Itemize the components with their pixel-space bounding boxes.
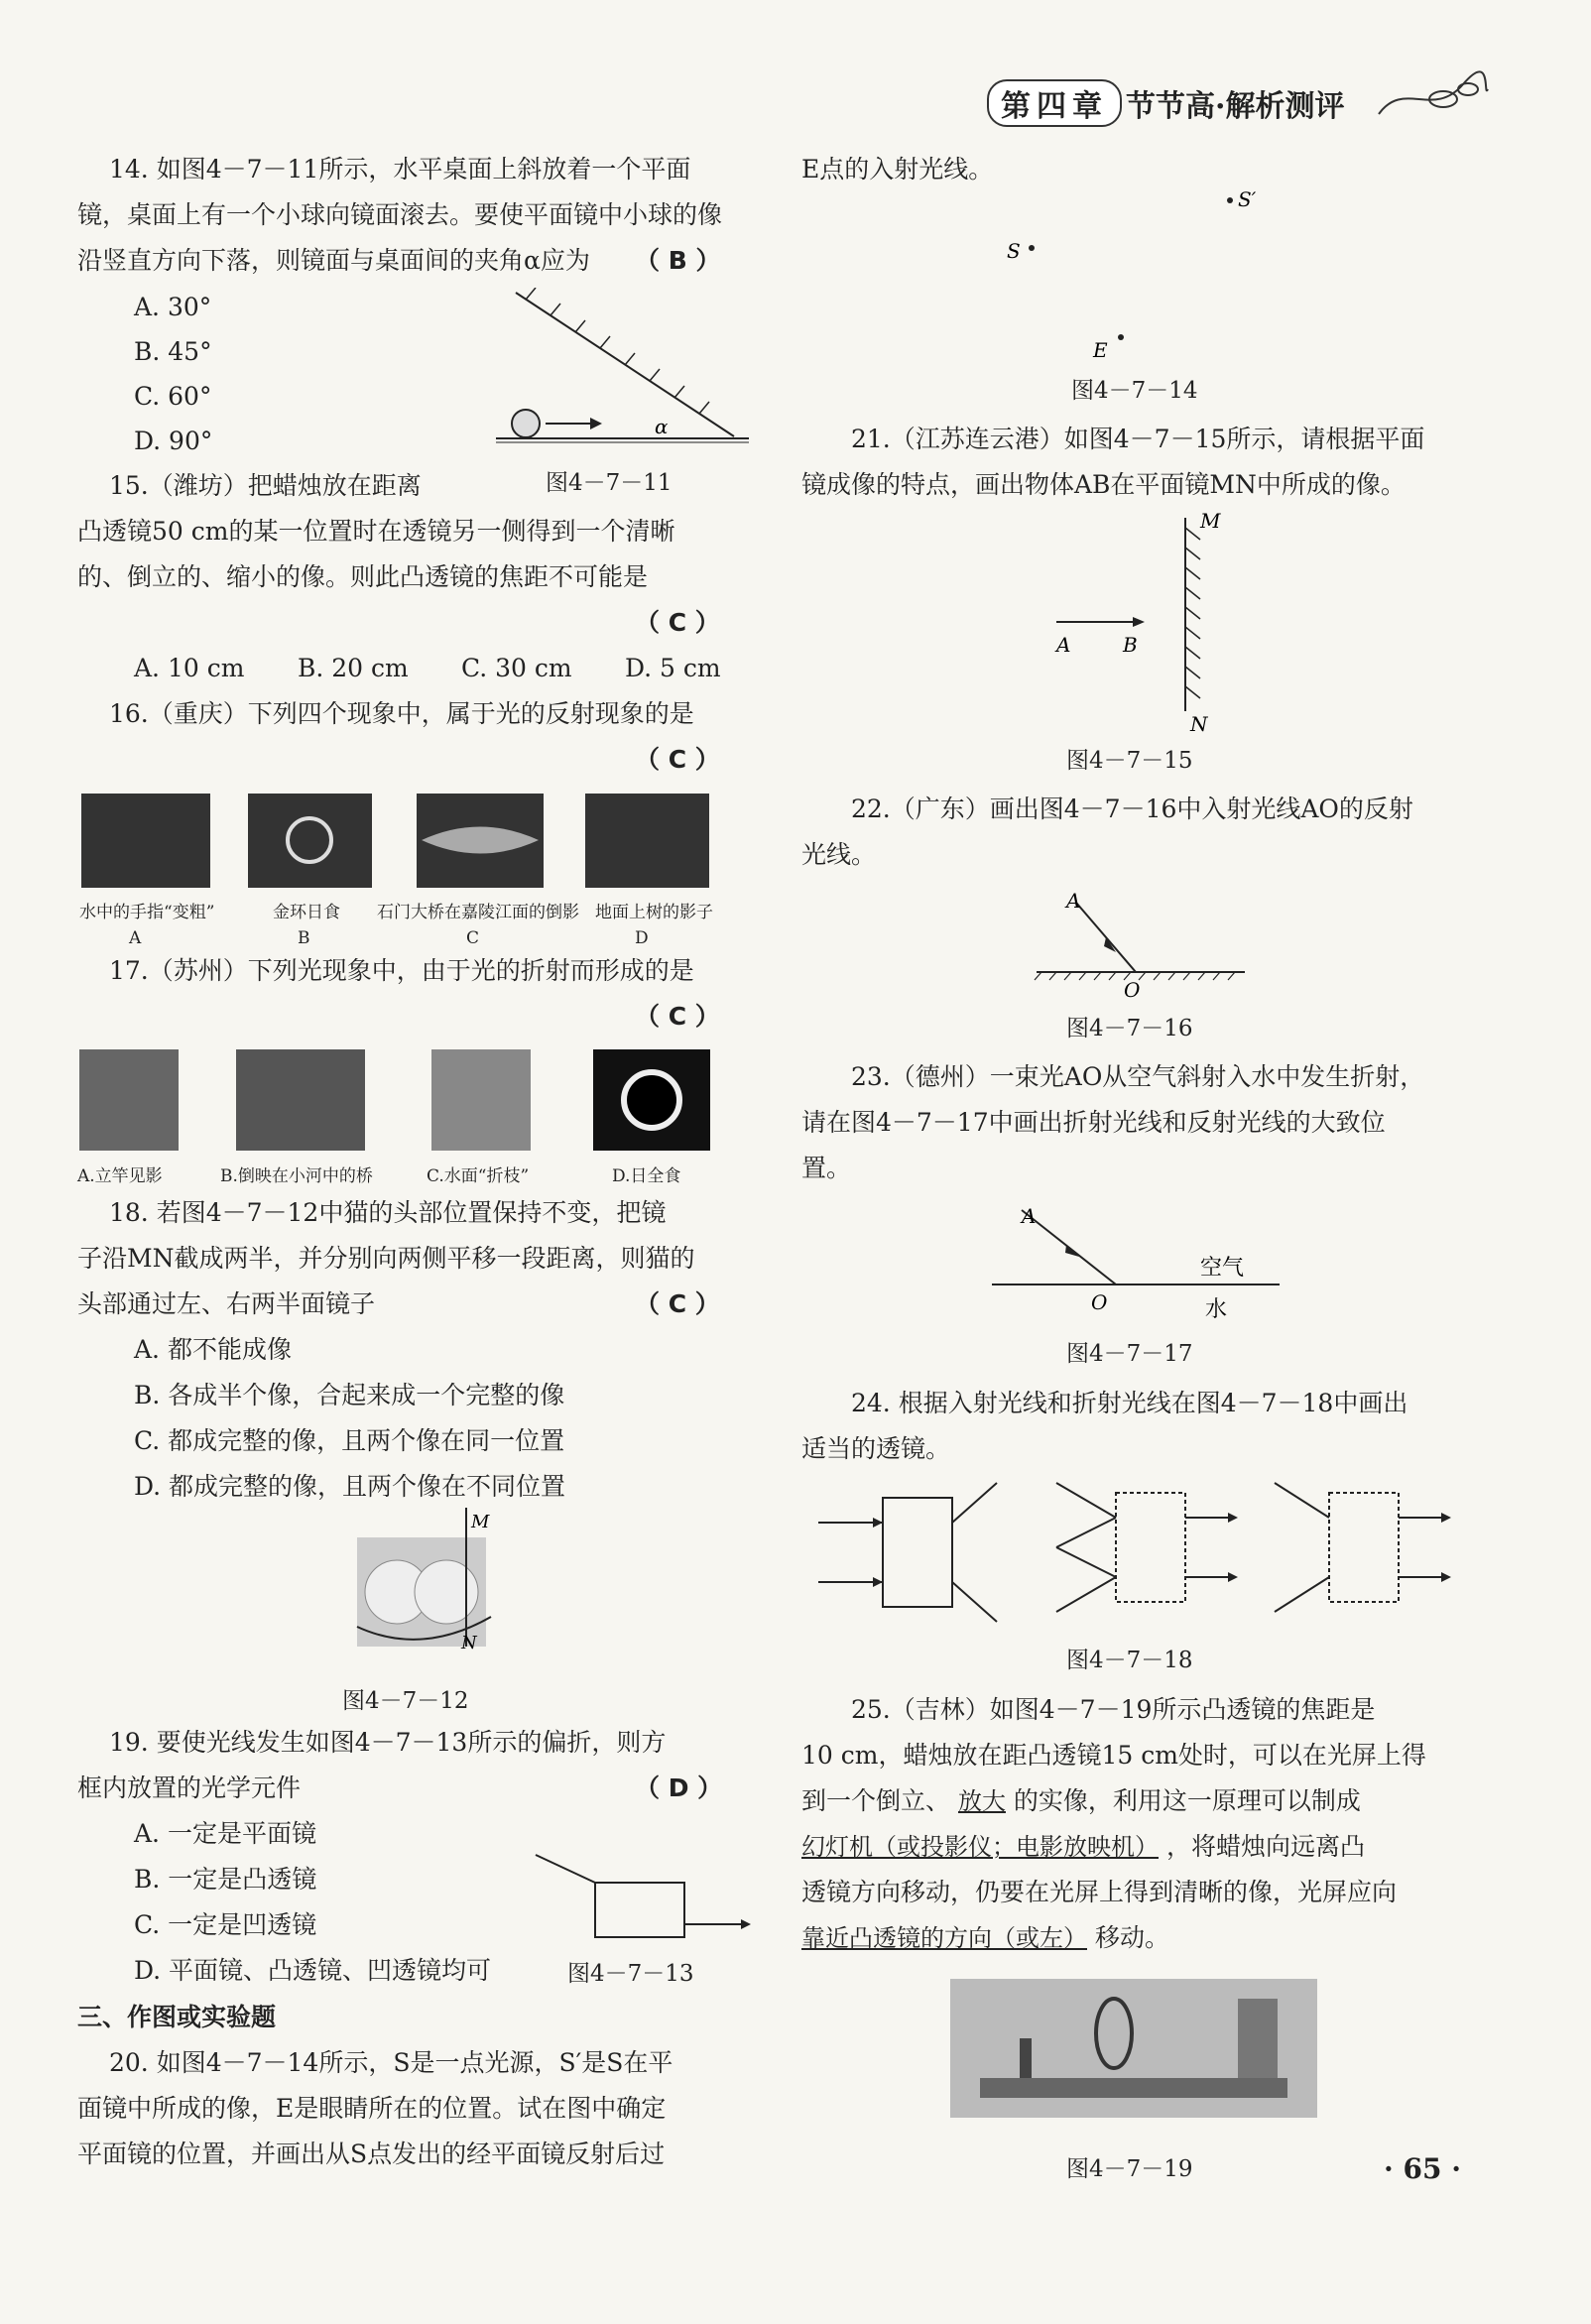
photo-annular-eclipse [248, 794, 372, 888]
q17-answer: （ C ） [635, 1002, 720, 1031]
q16-answer: （ C ） [635, 745, 720, 774]
q25-line3 [801, 1778, 1361, 1824]
air-label: 空气 [1200, 1256, 1245, 1281]
q19-line2: 框内放置的光学元件 [77, 1774, 302, 1802]
fig-4-7-14-caption: 图4－7－14 [1071, 378, 1198, 404]
section-3-heading: 三、作图或实验题 [77, 2003, 277, 2031]
q18-line2: 子沿MN截成两半，并分别向两侧平移一段距离，则猫的 [77, 1244, 695, 1273]
q25-line6-end: 移动。 [1094, 1923, 1169, 1952]
s-prime-label: S′ [1238, 188, 1257, 211]
q14-option-b: B. 45° [134, 337, 212, 366]
q15-option-a: A. 10 cm [134, 654, 245, 682]
photo-tree-shadow [585, 794, 709, 888]
q15-option-c: C. 30 cm [461, 654, 572, 682]
q19-option-a: A. 一定是平面镜 [134, 1819, 316, 1848]
q17-caption-c: C.水面“折枝” [427, 1166, 530, 1186]
q23-a-label: A [1022, 1204, 1037, 1228]
q18-m-label: M [471, 1512, 490, 1532]
figure-4-7-13 [531, 1850, 759, 1949]
q21-n-label: N [1190, 712, 1208, 736]
page-number: · 65 · [1384, 2152, 1461, 2185]
q18-line1: 18. 若图4－7－12中猫的头部位置保持不变，把镜 [109, 1198, 667, 1227]
figure-4-7-16 [1027, 883, 1255, 1002]
q16-letter-a: A [129, 928, 142, 948]
water-label: 水 [1205, 1297, 1228, 1322]
q23-o-label: O [1091, 1290, 1108, 1314]
q15-option-d: D. 5 cm [625, 654, 721, 682]
q22-o-label: O [1124, 978, 1141, 1002]
q19-answer: （ D ） [635, 1774, 723, 1802]
figure-4-7-14 [982, 188, 1299, 367]
q16-caption-a: 水中的手指“变粗” [79, 903, 215, 922]
q19-option-c: C. 一定是凹透镜 [134, 1910, 317, 1939]
q16-caption-d: 地面上树的影子 [595, 903, 713, 922]
figure-4-7-18 [813, 1478, 1458, 1647]
q15-option-b: B. 20 cm [298, 654, 409, 682]
q14-option-a: A. 30° [134, 293, 212, 321]
q25-line1: 25.（吉林）如图4－7－19所示凸透镜的焦距是 [851, 1695, 1376, 1724]
photo-bridge-reflection [417, 794, 544, 888]
q19-line1: 19. 要使光线发生如图4－7－13所示的偏折，则方 [109, 1728, 667, 1757]
fig-4-7-15-caption: 图4－7－15 [1066, 748, 1193, 774]
q20-line2: 面镜中所成的像，E是眼睛所在的位置。试在图中确定 [77, 2094, 667, 2123]
q20-line3: 平面镜的位置，并画出从S点发出的经平面镜反射后过 [77, 2140, 666, 2168]
q16-letter-b: B [298, 928, 310, 948]
q18-option-c: C. 都成完整的像，且两个像在同一位置 [134, 1426, 565, 1455]
q15-answer: （ C ） [635, 608, 720, 637]
q16-letter-c: C [466, 928, 480, 948]
fig-4-7-18-caption: 图4－7－18 [1066, 1648, 1193, 1673]
q25-line4 [801, 1824, 1365, 1870]
q16-line1: 16.（重庆）下列四个现象中，属于光的反射现象的是 [109, 699, 694, 728]
q23-line3: 置。 [801, 1154, 852, 1182]
q17-caption-d: D.日全食 [612, 1166, 681, 1186]
fig-4-7-16-caption: 图4－7－16 [1066, 1016, 1193, 1041]
floral-ornament-icon [1374, 69, 1493, 129]
q16-caption-b: 金环日食 [273, 903, 340, 922]
photo-shadow-pole [79, 1049, 179, 1151]
q15-line3: 的、倒立的、缩小的像。则此凸透镜的焦距不可能是 [77, 562, 649, 591]
q25-answer-2: 幻灯机（或投影仪；电影放映机） [801, 1833, 1159, 1861]
photo-total-eclipse [593, 1049, 710, 1151]
q25-line3-start: 到一个倒立、 [801, 1786, 951, 1815]
q17-line1: 17.（苏州）下列光现象中，由于光的折射而形成的是 [109, 956, 694, 985]
q20-line1: 20. 如图4－7－14所示，S是一点光源，S′是S在平 [109, 2048, 673, 2077]
photo-optical-bench [950, 1979, 1317, 2118]
q25-line3-end: 的实像，利用这一原理可以制成 [1013, 1786, 1361, 1815]
q15-line2: 凸透镜50 cm的某一位置时在透镜另一侧得到一个清晰 [77, 517, 675, 546]
q18-option-d: D. 都成完整的像，且两个像在不同位置 [134, 1472, 566, 1501]
page-header [982, 69, 1537, 129]
fig-4-7-19-caption: 图4－7－19 [1066, 2156, 1193, 2182]
figure-4-7-15 [1041, 508, 1240, 736]
q15-line1: 15.（潍坊）把蜡烛放在距离 [109, 471, 422, 500]
figure-4-7-17 [992, 1195, 1289, 1324]
q19-option-d: D. 平面镜、凸透镜、凹透镜均可 [134, 1956, 492, 1985]
q25-line2: 10 cm，蜡烛放在距凸透镜15 cm处时，可以在光屏上得 [801, 1741, 1426, 1770]
q25-line4-end: ，将蜡烛向远离凸 [1165, 1832, 1365, 1861]
q25-answer-3: 靠近凸透镜的方向（或左） [801, 1924, 1087, 1952]
q20-line4: E点的入射光线。 [801, 155, 994, 183]
q24-line1: 24. 根据入射光线和折射光线在图4－7－18中画出 [851, 1389, 1408, 1417]
q22-a-label: A [1066, 889, 1081, 913]
q25-answer-1: 放大 [957, 1787, 1006, 1815]
figure-4-7-11 [496, 288, 754, 456]
q23-line1: 23.（德州）一束光AO从空气斜射入水中发生折射， [851, 1062, 1425, 1091]
q18-answer: （ C ） [635, 1289, 720, 1318]
q18-n-label: N [461, 1633, 477, 1651]
q19-option-b: B. 一定是凸透镜 [134, 1865, 317, 1894]
q17-caption-b: B.倒映在小河中的桥 [220, 1166, 373, 1186]
q21-b-label: B [1123, 633, 1138, 657]
q22-line2: 光线。 [801, 840, 877, 869]
q18-line3: 头部通过左、右两半面镜子 [77, 1289, 376, 1318]
q25-line6 [801, 1915, 1169, 1961]
e-label: E [1093, 338, 1108, 362]
fig-4-7-11-caption: 图4－7－11 [546, 470, 673, 496]
q18-option-a: A. 都不能成像 [134, 1335, 292, 1364]
q21-line2: 镜成像的特点，画出物体AB在平面镜MN中所成的像。 [801, 470, 1406, 499]
q25-line5: 透镜方向移动，仍要在光屏上得到清晰的像，光屏应向 [801, 1878, 1398, 1906]
figure-4-7-12 [337, 1508, 506, 1651]
q14-answer: （ B ） [635, 246, 721, 275]
q18-option-b: B. 各成半个像，合起来成一个完整的像 [134, 1381, 565, 1409]
q23-line2: 请在图4－7－17中画出折射光线和反射光线的大致位 [801, 1108, 1386, 1137]
q24-line2: 适当的透镜。 [801, 1434, 951, 1463]
fig-4-7-12-caption: 图4－7－12 [342, 1688, 469, 1714]
q21-a-label: A [1056, 633, 1071, 657]
alpha-label: α [655, 415, 669, 438]
chapter-badge: 第四章 [987, 79, 1122, 127]
q21-m-label: M [1200, 509, 1221, 533]
q14-line2: 镜，桌面上有一个小球向镜面滚去。要使平面镜中小球的像 [77, 200, 723, 229]
s-label: S [1007, 239, 1021, 263]
q16-caption-c: 石门大桥在嘉陵江面的倒影 [377, 903, 579, 922]
q14-option-d: D. 90° [134, 427, 213, 455]
q21-line1: 21.（江苏连云港）如图4－7－15所示，请根据平面 [851, 425, 1425, 453]
q14-line3: 沿竖直方向下落，则镜面与桌面间的夹角α应为 [77, 246, 590, 275]
q14-line1: 14. 如图4－7－11所示，水平桌面上斜放着一个平面 [109, 155, 691, 183]
book-title: 节节高·解析测评 [1126, 89, 1345, 124]
fig-4-7-17-caption: 图4－7－17 [1066, 1341, 1193, 1367]
photo-bent-branch [431, 1049, 531, 1151]
q16-letter-d: D [635, 928, 649, 948]
q22-line1: 22.（广东）画出图4－7－16中入射光线AO的反射 [851, 795, 1413, 823]
photo-finger-in-water [81, 794, 210, 888]
fig-4-7-13-caption: 图4－7－13 [567, 1961, 694, 1987]
photo-bridge-river [236, 1049, 365, 1151]
q17-caption-a: A.立竿见影 [77, 1166, 163, 1186]
q14-option-c: C. 60° [134, 382, 212, 411]
